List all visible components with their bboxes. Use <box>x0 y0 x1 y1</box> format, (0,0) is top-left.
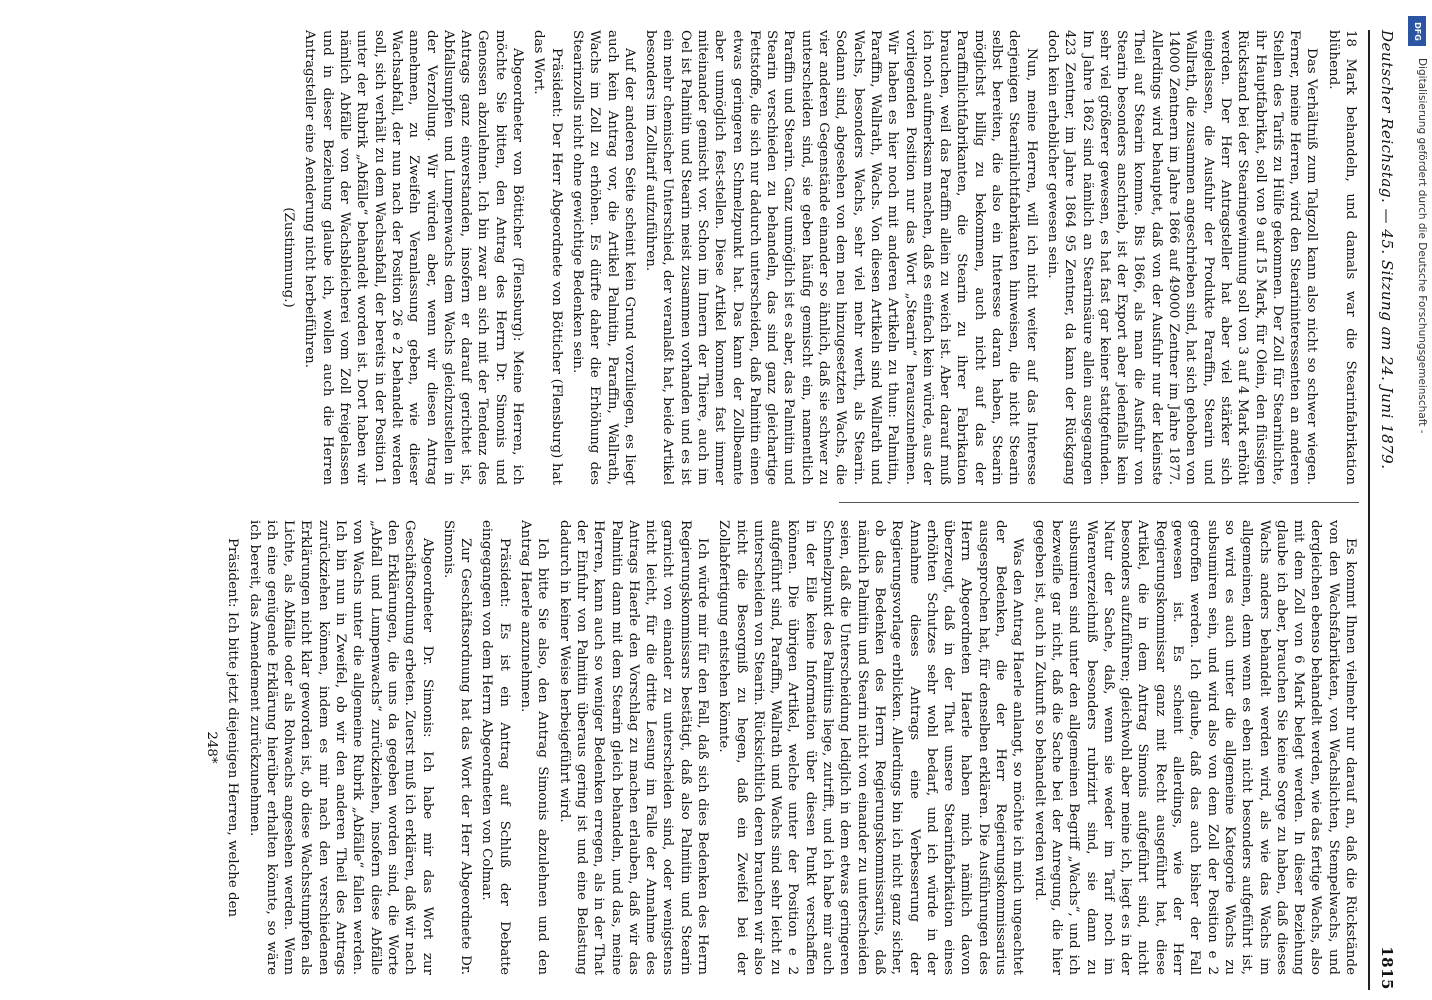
paragraph: Präsident: Ich bitte jetzt diejenigen Herren, welche den <box>225 538 241 918</box>
paragraph: 18 Mark behandeln, und damals war die Stearinfabrikation blühend. <box>1325 30 1358 485</box>
paragraph: Was den Antrag Haerle anlangt, so möchte ich mich ungeachtet der Bedenken, die der Herr Regierungskommissarius ausgesprochen hat, für denselben erklären. Die Ausführungen des Herrn Abgeordneten Haerle haben mich nämlich davon überzeugt, daß in der That unsere Stearinfabrikation eines erhöhten Schutzes sehr wohl bedarf, und ich würde in der Annahme dieses Antrags eine Verbesserung der Regierungsvorlage erblicken. Allerdings bin ich nicht ganz sicher, ob das Bedenken des Herrn Regierungskommissarius, daß nämlich Palmitin und Stearin nicht von einander zu unterscheiden seien, daß die Unterscheidung lediglich in dem etwas geringeren Schmelzpunkt des Palmitins liege, zutrifft, und ich habe mir auch in der Eile keine Information über diesen Punkt verschaffen können. Die übrigen Artikel, welche unter der Position e 2 aufgeführt sind, Paraffin, Wallrath und Wachs sind sehr leicht zu unterscheiden von Stearin. Rücksichtlich deren brauchen wir also nicht die Besorgniß zu hegen, daß ein Zweifel bei der Zollabfertigung entstehen könnte. <box>716 520 1026 975</box>
paragraph: Es kommt Ihnen vielmehr nur darauf an, daß die Rückstände von den Wachsfabrikaten, von Wachslichten, Stempelwachs, und dergleichen ebenso behandelt werden, wie das fertige Wachs, also mit dem Zoll von 6 Mark belegt werden. In dieser Beziehung glaube ich aber, brauchen Sie keine Sorge zu haben, daß dieses Wachs anders behandelt werden wird, als wie das Wachs im allgemeinen, denn wenn es eben nicht besonders aufgeführt ist, so wird es auch unter die allgemeine Kategorie Wachs zu subsumiren sein, und wird also von dem Zoll der Position e 2 getroffen werden. Ich glaube, daß das auch bisher der Fall gewesen ist. Es scheint allerdings, wie der Herr Regierungskommissar ganz mit Recht ausgeführt hat, diese Artikel, die in dem Antrag Simonis aufgeführt sind, nicht besonders aufzuführen; gleichwohl aber meine ich, liegt es in der Natur der Sache, daß, wenn sie weder im Tarif noch im Warenverzeichniß besonders rubrizirt sind, sie dann zu subsumiren sind unter den allgemeinen Begriff „Wachs“, und ich bezweifle gar nicht, daß die Sache bei der Anregung, die hier gegeben ist, auch in Zukunft so behandelt werden wird. <box>1031 520 1358 975</box>
paragraph: Präsident: Der Herr Abgeordnete von Bötticher (Flensburg) hat das Wort. <box>531 30 564 485</box>
left-column <box>59 30 1359 485</box>
header-rule <box>1368 30 1370 990</box>
paragraph: (Zustimmung.) <box>281 207 297 308</box>
paragraph: Ich würde mir für den Fall, daß sich dies Bedenken des Herrn Regierungskommissars bestätigt, daß also Palmitin und Stearin garnicht von einander zu unterscheiden sind, oder wenigstens nicht leicht, für die dritte Lesung im Falle der Annahme des Antrags Haerle den Vorschlag zu machen erlauben, daß wir das Palmitin dann mit dem Stearin gleich behandeln, und das, meine Herren, kann auch so weniger Bedenken erregen, als in der That der Einfuhr von Palmitin überaus gering ist und eine Belastung dadurch in keiner Weise herbeigeführt wird. <box>556 520 711 975</box>
paragraph: Das Verhältniß zum Talgzoll kann also nicht so schwer wiegen. Ferner, meine Herren, wird den Stearininteressenten an anderen Stellen des Tarifs zu Hülfe gekommen. Der Zoll für Stearinlichte, ihr Hauptfabrikat, soll von 9 auf 15 Mark, für Olein, den flüssigen Rückstand bei der Stearingewinnung soll von 3 auf 4 Mark erhöht werden. Der Herr Antragsteller hat aber viel stärker sich eingelassen, die Ausfuhr der Produkte Paraffin, Stearin und Wallrath, die zusammen angeschrieben sind, hat sich gehoben von 14000 Zentnern im Jahre 1866 auf 49000 Zentner im Jahre 1877. Allerdings wird behauptet, daß von der Ausfuhr nur der kleinste Theil auf Stearin komme. Bis 1866, als man die Ausfuhr von Stearin besonders anschrieb, ist der Export aber jedenfalls kein sehr viel größerer gewesen, es hat fast gar keiner stattgefunden. Im Jahre 1862 sind nämlich an Stearinsäure allein ausgegangen 423 Zentner, im Jahre 1864 95 Zentner, da kann der Rückgang doch kein erheblicher gewesen sein. <box>1044 30 1320 485</box>
paragraph: Ich bitte Sie also, den Antrag Simonis abzulehnen und den Antrag Haerle anzunehmen. <box>518 520 551 975</box>
paragraph: Nun, meine Herren, will ich nicht weiter auf das Interesse derjenigen Stearinlichtfabrikanten hinweisen, die nicht Stearin selbst bereiten, die also ein Interesse daran haben, Stearin möglichst billig zu bekommen, auch nicht auf das der Paraffinlichtfabrikanten, die Stearin zu ihrer Fabrikation brauchen, weil das Paraffin allein zu weich ist. Aber darauf muß ich noch aufmerksam machen, daß es einfach kein würde, aus der vorliegenden Position nur das Wort „Stearin“ herauszunehmen. Wir haben es hier noch mit anderen Artikeln zu thun: Palmitin, Paraffin, Wallrath, Wachs. Von diesen Artikeln sind Wallrath und Wachs, besonders Wachs, sehr viel mehr werth, als Stearin. Sodann sind, abgesehen von dem neu hinzugesetzten Wachs, die vier anderen Gegenstände einander so ähnlich, daß sie schwer zu unterscheiden sind, sie geben häufig gemischt ein, namentlich Paraffin und Stearin. Ganz unmöglich ist es aber, das Palmitin und Stearin verschieden zu behandeln, das sind ganz gleichartige Fettstoffe, die sich nur dadurch unterscheiden, daß Palmitin einen etwas geringeren Schmelzpunkt hat. Das kann der Zollbeamte aber unmöglich fest-stellen. Diese Artikel kommen fast immer miteinander gemischt vor. Schon im Innern der Thiere, auch im Oel ist Palmitin und Stearin meist zusammen vorhanden und es ist ein mehr chemischer Unterschied, der veranlaßt hat, beide Artikel besonders im Zolltarif aufzuführen. <box>643 30 1039 485</box>
paragraph: Zur Geschäftsordnung hat das Wort der Herr Abgeordnete Dr. Simonis. <box>440 520 474 975</box>
paragraph: Abgeordneter Dr. Simonis: Ich habe mir das Wort zur Geschäftsordnung erbeten. Zuerst muß ich erklären, daß wir nach den Erklärungen, die uns da gegeben worden sind, die Worte „Abfall und Lumpenwachs“ zurückziehen, insofern diese Abfälle von Wachs unter die allgemeine Rubrik „Abfälle“ fallen werden. Ich bin nun in Zweifel, ob wir den anderen Theil des Antrags zurückziehen können, indem es mir nach den verschiedenen Erklärungen nicht klar geworden ist, ob diese Wachsstumpfen als Lichte, als Abfälle oder als Rohwachs angesehen werden. Wenn ich eine genügende Erklärung hierüber erhalten könnte, so wäre ich bereit, das Amendement zurückzunehmen. <box>246 520 435 975</box>
paragraph: Auf der anderen Seite scheint kein Grund vorzuliegen, es liegt auch kein Antrag vor, die Artikel Palmitin, Paraffin, Wallrath, Wachs im Zoll zu erhöhen. Es dürfte daher die Erhöhung des Stearinzolls nicht ohne gewichtige Bedenken sein. <box>569 30 637 485</box>
digitization-watermark <box>1404 8 1428 988</box>
watermark-text: Digitalisierung gefördert durch die Deutsche Forschungsgemeinschaft - <box>1416 58 1428 434</box>
scanned-page-rotated <box>45 30 1395 990</box>
page-header <box>1371 30 1395 990</box>
paragraph: Abgeordneter von Bötticher (Flensburg): Meine Herren, ich möchte Sie bitten, den Antrag des Herrn Dr. Simonis und Genossen abzulehnen. Ich bin zwar an sich mit der Tendenz des Antrags ganz einverstanden, insofern er darauf gerichtet ist, Abfallsumpfen und Lumpenwachs dem Wachs gleichzustellen in der Verzollung. Wir würden aber, wenn wir diesen Antrag annehmen, zu Zweifeln Veranlassung geben, wie dieser Wachsabfall, der nun nach der Position 26 e 2 behandelt werden soll, sich verhält zu dem Wachsabfall, der bereits in der Position 1 unter der Rubrik „Abfälle“ behandelt worden ist. Dort haben wir nämlich Abfälle von der Wachsbleicherei vom Zoll freigelassen und in dieser Beziehung glaube ich, wollen auch die Herren Antragsteller eine Aenderung nicht herbeiführen. <box>302 30 526 485</box>
running-title: Deutscher Reichstag. — 45. Sitzung am 24. Juni 1879. <box>1378 30 1396 470</box>
paragraph: 248* <box>204 731 219 764</box>
page-number: 1815 <box>1378 946 1396 990</box>
column-divider <box>839 502 1359 503</box>
dfg-logo: DFG <box>1408 16 1426 46</box>
right-column <box>59 520 1359 975</box>
paragraph: Präsident: Es ist ein Antrag auf Schluß der Debatte eingegangen von dem Herrn Abgeordneten von Colmar. <box>479 520 512 975</box>
